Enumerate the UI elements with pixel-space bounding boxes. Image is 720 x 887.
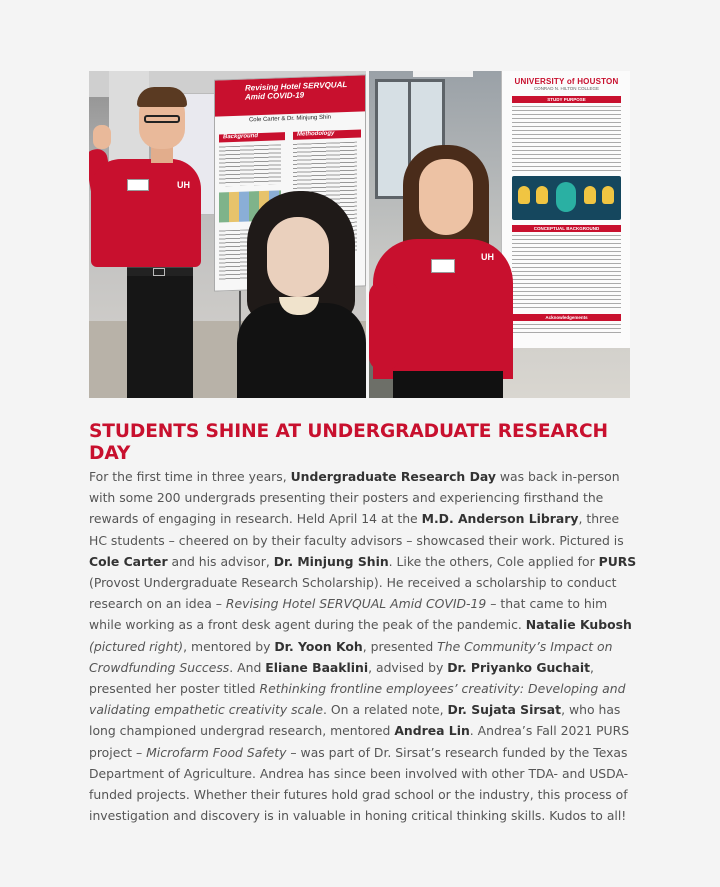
- emphasized-name: Dr. Sujata Sirsat: [447, 702, 562, 718]
- poster-title: Revising Hotel SERVQUAL Amid COVID-19: [215, 75, 365, 116]
- italic-title: The Community’s Impact on Crowdfunding Success: [89, 638, 613, 675]
- body-text-run: – that came to him while working as a front desk agent during the peak of the pandemic.: [89, 596, 608, 633]
- emphasized-name: Andrea Lin: [394, 723, 470, 739]
- body-text-run: and his advisor,: [167, 553, 274, 569]
- body-text-run: was back in-person with some 200 undergrads presenting their posters and experiencing firsthand the rewards of engaging in research. Held April 14 at the: [89, 469, 620, 527]
- emphasized-name: Eliane Baaklini: [265, 659, 369, 675]
- poster-text-block: [512, 324, 621, 336]
- photo-cole-carter-and-dr-shin: [89, 71, 366, 398]
- emphasized-name: Dr. Minjung Shin: [273, 553, 389, 569]
- red-polo-shirt: [91, 159, 201, 267]
- body-text-run: For the first time in three years,: [89, 469, 291, 484]
- body-text-run: (Provost Undergraduate Research Scholarship). He received a scholarship to conduct research on an idea –: [89, 575, 617, 612]
- poster-section-heading: Background: [219, 132, 285, 142]
- body-text-run: – was part of Dr. Sirsat’s research funded by the Texas Department of Agriculture. Andrea has since been involved with other TDA- and USDA-funded projects. Whether their futures hold grad school or the industry, this process of investigation and discovery is in valuable in honing critical thinking skills. Kudos to all!: [89, 744, 629, 824]
- body-text-run: , presented her poster titled: [89, 659, 594, 697]
- lightbulb-icon: [602, 186, 614, 204]
- poster-text-block: [219, 144, 281, 186]
- research-poster: [501, 71, 630, 348]
- emphasized-name: Dr. Yoon Koh: [274, 638, 363, 654]
- body-text-run: . And: [229, 659, 266, 675]
- uh-logo-icon: UH: [481, 252, 494, 262]
- glasses: [144, 115, 180, 123]
- neck: [151, 147, 173, 163]
- ceiling-light: [413, 71, 473, 77]
- poster-graphic: [512, 176, 621, 220]
- poster-section-heading: Methodology: [293, 130, 361, 140]
- photo-natalie-kubosh: [369, 71, 630, 398]
- lightbulb-icon: [584, 186, 596, 204]
- photo-collage: [89, 71, 630, 398]
- body-text-run: , mentored by: [183, 638, 275, 654]
- body-text-run: . On a related note,: [323, 702, 448, 718]
- poster-section-heading: CONCEPTUAL BACKGROUND: [512, 225, 621, 232]
- emphasized-name: Dr. Priyanko Guchait: [447, 659, 591, 675]
- article-title: STUDENTS SHINE AT UNDERGRADUATE RESEARCH DAY: [89, 421, 609, 465]
- emphasized-name: Natalie Kubosh: [525, 617, 632, 633]
- black-pants: [127, 267, 193, 398]
- body-text-run: . Like the others, Cole applied for: [388, 553, 599, 569]
- peace-sign-hand: [93, 125, 111, 149]
- poster-text-block: [512, 106, 621, 172]
- poster-text-block: [512, 235, 621, 309]
- poster-section-heading: STUDY PURPOSE: [512, 96, 621, 103]
- belt-buckle: [153, 268, 165, 276]
- black-pants: [393, 371, 503, 398]
- poster-college: CONRAD N. HILTON COLLEGE: [533, 86, 600, 91]
- advisor-face: [267, 217, 329, 297]
- name-tag: [127, 179, 149, 191]
- name-tag: [431, 259, 455, 273]
- lightbulb-icon: [518, 186, 530, 204]
- student-face: [419, 159, 473, 235]
- italic-title: Microfarm Food Safety: [146, 744, 287, 760]
- body-text-run: , three HC students – cheered on by their faculty advisors – showcased their work. Pictured is: [89, 511, 624, 548]
- body-text-run: , who has long championed undergrad research, mentored: [89, 702, 621, 739]
- italic-title: (pictured right): [89, 638, 184, 654]
- lightbulb-icon: [536, 186, 548, 204]
- poster-authors: Cole Carter & Dr. Minjung Shin: [248, 114, 332, 124]
- italic-title: Revising Hotel SERVQUAL Amid COVID-19: [225, 596, 487, 612]
- article-body: [89, 466, 641, 826]
- uh-logo-icon: UH: [177, 180, 190, 190]
- black-top: [237, 303, 366, 398]
- body-text-run: . Andrea’s Fall 2021 PURS project –: [89, 723, 630, 760]
- poster-section-heading: Acknowledgements: [512, 314, 621, 321]
- arm: [369, 281, 399, 371]
- person-icon: [556, 182, 576, 212]
- poster-university: UNIVERSITY of HOUSTON: [514, 77, 619, 86]
- body-text-run: , presented: [362, 638, 438, 654]
- emphasized-name: PURS: [598, 553, 637, 569]
- body-text-run: , advised by: [368, 659, 448, 675]
- emphasized-name: Cole Carter: [89, 553, 168, 569]
- hair: [137, 87, 187, 107]
- italic-title: Rethinking frontline employees’ creativity: Developing and validating empathetic creativity scale: [89, 681, 626, 718]
- emphasized-name: M.D. Anderson Library: [421, 511, 579, 527]
- emphasized-name: Undergraduate Research Day: [290, 469, 496, 484]
